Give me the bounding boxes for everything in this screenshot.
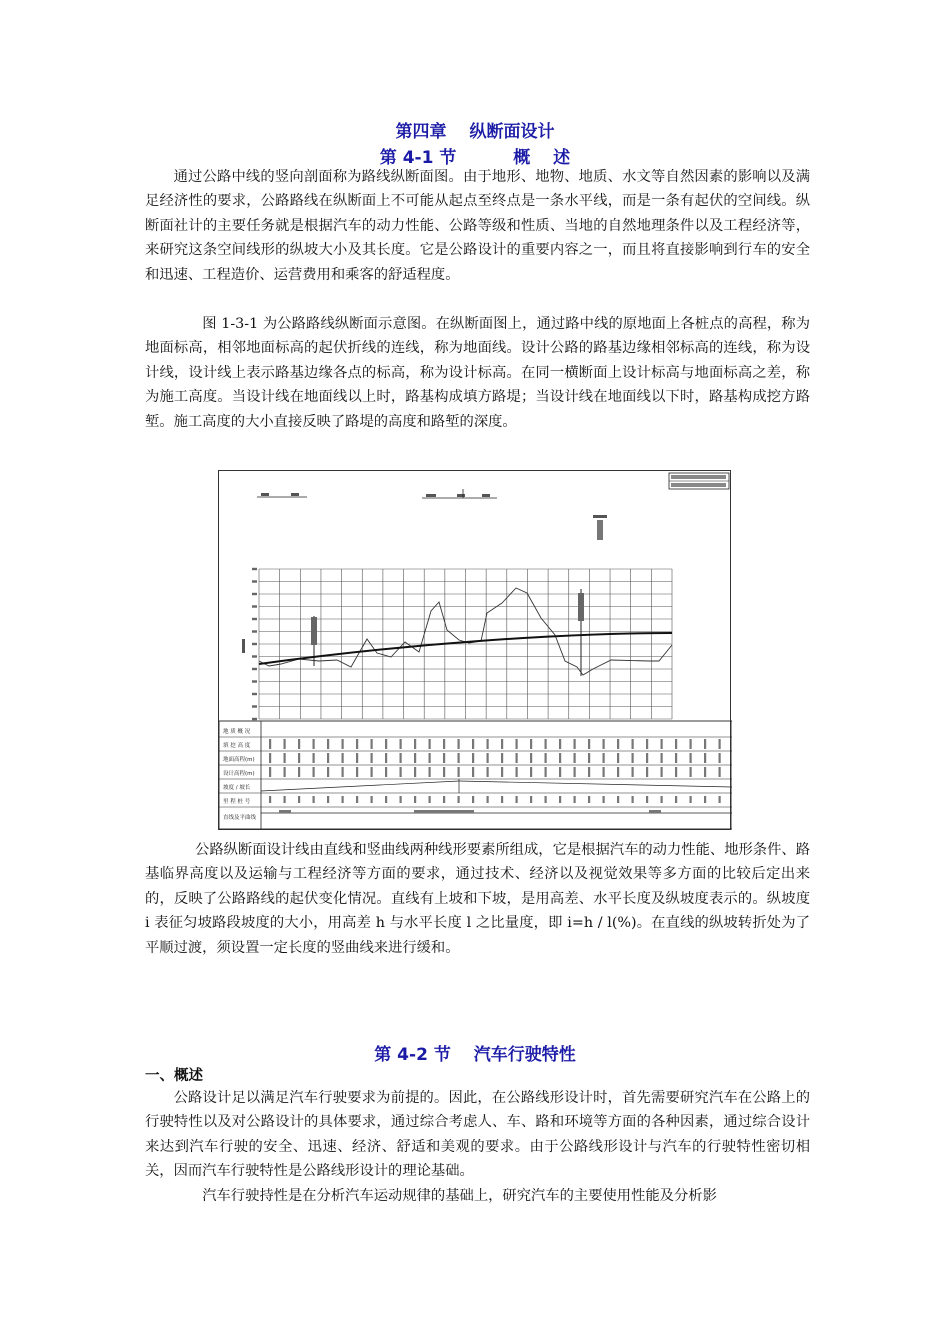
- table-value-mark: [690, 767, 692, 777]
- title-block-text-mark: [671, 483, 726, 487]
- table-value-mark: [458, 753, 460, 763]
- station-mark: [501, 796, 503, 803]
- table-value-mark: [327, 739, 329, 749]
- table-row-label: 设计高程(m): [223, 771, 255, 777]
- axis-tick-mark: [252, 568, 257, 570]
- table-value-mark: [559, 767, 561, 777]
- table-value-mark: [429, 753, 431, 763]
- station-mark: [545, 796, 547, 803]
- table-value-mark: [458, 739, 460, 749]
- table-value-mark: [530, 739, 532, 749]
- table-value-mark: [530, 767, 532, 777]
- table-value-mark: [646, 739, 648, 749]
- table-value-mark: [298, 739, 300, 749]
- table-value-mark: [574, 739, 576, 749]
- table-value-mark: [501, 753, 503, 763]
- table-value-mark: [356, 753, 358, 763]
- station-mark: [269, 796, 271, 803]
- paragraph-intro: 通过公路中线的竖向剖面称为路线纵断面图。由于地形、地物、地质、水文等自然因素的影响以及满足经济性的要求，公路路线在纵断面上不可能从起点至终点是一条水平线，而是一条有起伏的空间线。纵断面社计的主要任务就是根据汽车的动力性能、公路等级和性质、当地的自然地理条件以及工程经济等，来研究这条空间线形的纵坡大小及其长度。它是公路设计的重要内容之一，而且将直接影响到行车的安全和迅速、工程造价、运营费用和乘客的舒适程度。: [145, 169, 810, 283]
- station-mark: [443, 796, 445, 803]
- station-mark: [530, 796, 532, 803]
- table-value-mark: [385, 739, 387, 749]
- table-value-mark: [313, 767, 315, 777]
- table-value-mark: [342, 753, 344, 763]
- table-value-mark: [371, 753, 373, 763]
- table-value-mark: [617, 739, 619, 749]
- profile-drawing: [219, 471, 732, 831]
- table-value-mark: [385, 753, 387, 763]
- axis-tick-mark: [252, 580, 257, 582]
- station-mark: [661, 796, 663, 803]
- longitudinal-profile-figure: [218, 470, 731, 830]
- table-value-mark: [646, 767, 648, 777]
- axis-tick-mark: [252, 693, 257, 695]
- table-value-mark: [400, 739, 402, 749]
- table-value-mark: [443, 753, 445, 763]
- table-value-mark: [545, 753, 547, 763]
- table-row-label: 填 挖 高 度: [223, 743, 251, 749]
- table-value-mark: [588, 767, 590, 777]
- table-value-mark: [429, 767, 431, 777]
- paragraph-figure-description: 图 1-3-1 为公路路线纵断面示意图。在纵断面图上，通过路中线的原地面上各桩点的高程，称为地面标高，相邻地面标高的起伏折线的连线，称为地面线。设计公路的路基边缘相邻标高的连线，称为设计线，设计线上表示路基边缘各点的标高，称为设计标高。在同一横断面上设计标高与地面标高之差，称为施工高度。当设计线在地面线以上时，路基构成填方路堤；当设计线在地面线以下时，路基构成挖方路堑。施工高度的大小直接反映了路堤的高度和路堑的深度。: [145, 316, 810, 430]
- table-value-mark: [588, 753, 590, 763]
- table-value-mark: [284, 767, 286, 777]
- table-row-label: 地面高程(m): [223, 757, 255, 763]
- chapter-title: 第四章 纵断面设计: [395, 122, 555, 142]
- station-mark: [559, 796, 561, 803]
- station-mark: [646, 796, 648, 803]
- axis-tick-mark: [252, 630, 257, 632]
- table-value-mark: [516, 767, 518, 777]
- table-value-mark: [487, 767, 489, 777]
- station-mark: [284, 796, 286, 803]
- axis-tick-mark: [252, 680, 257, 682]
- table-value-mark: [356, 739, 358, 749]
- axis-tick-mark: [252, 655, 257, 657]
- table-value-mark: [632, 767, 634, 777]
- table-value-mark: [559, 753, 561, 763]
- table-value-mark: [472, 753, 474, 763]
- table-value-mark: [675, 767, 677, 777]
- table-value-mark: [313, 753, 315, 763]
- table-value-mark: [690, 753, 692, 763]
- axis-tick-mark: [252, 593, 257, 595]
- paragraph-design-line: 公路纵断面设计线由直线和竖曲线两种线形要素所组成，它是根据汽车的动力性能、地形条件、路基临界高度以及运输与工程经济等方面的要求，通过技术、经济以及视觉效果等多方面的比较后定出来的，反映了公路路线的起伏变化情况。直线有上坡和下坡，是用高差、水平长度及纵坡度表示的。纵坡度 i 表征匀坡路段坡度的大小，用高差 h 与水平长度 l 之比量度，即 i=h / l(%)。在直线的纵坡转折处为了平顺过渡，须设置一定长度的竖曲线来进行缓和。: [145, 842, 810, 956]
- sub-heading-overview: 一、概述: [145, 1068, 203, 1084]
- table-value-mark: [675, 753, 677, 763]
- station-mark: [617, 796, 619, 803]
- table-value-mark: [284, 739, 286, 749]
- table-value-mark: [472, 767, 474, 777]
- table-value-mark: [385, 767, 387, 777]
- station-mark: [487, 796, 489, 803]
- table-value-mark: [443, 739, 445, 749]
- structure-markers: [311, 589, 584, 676]
- table-value-mark: [516, 753, 518, 763]
- table-value-mark: [661, 753, 663, 763]
- station-mark: [632, 796, 634, 803]
- station-mark: [298, 796, 300, 803]
- table-value-mark: [472, 739, 474, 749]
- table-value-mark: [530, 753, 532, 763]
- table-value-mark: [269, 767, 271, 777]
- table-value-mark: [414, 767, 416, 777]
- station-mark: [371, 796, 373, 803]
- elevation-axis-label: [242, 639, 245, 653]
- table-value-mark: [356, 767, 358, 777]
- table-value-mark: [719, 739, 721, 749]
- title-block-text-mark: [671, 475, 726, 479]
- table-value-mark: [646, 753, 648, 763]
- table-value-mark: [661, 767, 663, 777]
- table-row-label: 地 质 概 况: [223, 729, 251, 735]
- table-row-label: 坡度 / 坡长: [223, 785, 251, 791]
- table-value-mark: [400, 767, 402, 777]
- station-mark: [458, 796, 460, 803]
- table-value-mark: [269, 753, 271, 763]
- station-mark: [603, 796, 605, 803]
- table-value-mark: [574, 767, 576, 777]
- table-value-mark: [371, 739, 373, 749]
- station-mark: [719, 796, 721, 803]
- table-value-mark: [516, 739, 518, 749]
- table-value-mark: [298, 753, 300, 763]
- table-value-mark: [690, 739, 692, 749]
- table-value-mark: [661, 739, 663, 749]
- table-value-mark: [545, 767, 547, 777]
- table-value-mark: [501, 767, 503, 777]
- table-value-mark: [704, 753, 706, 763]
- axis-tick-mark: [252, 618, 257, 620]
- table-value-mark: [443, 767, 445, 777]
- station-mark: [675, 796, 677, 803]
- station-mark: [356, 796, 358, 803]
- table-value-mark: [632, 739, 634, 749]
- station-mark: [327, 796, 329, 803]
- table-value-mark: [588, 739, 590, 749]
- station-mark: [472, 796, 474, 803]
- table-value-mark: [574, 753, 576, 763]
- table-value-mark: [414, 753, 416, 763]
- table-value-mark: [429, 739, 431, 749]
- station-mark: [313, 796, 315, 803]
- station-mark: [400, 796, 402, 803]
- paragraph-vehicle-characteristics: 汽车行驶持性是在分析汽车运动规律的基础上，研究汽车的主要使用性能及分析影: [202, 1188, 717, 1204]
- station-mark: [704, 796, 706, 803]
- table-value-mark: [284, 753, 286, 763]
- table-value-mark: [617, 767, 619, 777]
- table-value-mark: [371, 767, 373, 777]
- table-value-mark: [719, 767, 721, 777]
- table-value-mark: [704, 739, 706, 749]
- station-mark: [574, 796, 576, 803]
- table-value-mark: [313, 739, 315, 749]
- section-title-4-2: 第 4-2 节 汽车行驶特性: [374, 1045, 576, 1065]
- table-value-mark: [487, 753, 489, 763]
- table-value-mark: [342, 767, 344, 777]
- axis-tick-mark: [252, 643, 257, 645]
- table-value-mark: [704, 767, 706, 777]
- station-mark: [516, 796, 518, 803]
- table-value-mark: [487, 739, 489, 749]
- station-mark: [588, 796, 590, 803]
- axis-tick-mark: [252, 705, 257, 707]
- table-value-mark: [559, 739, 561, 749]
- section-title-4-1: 第 4-1 节 概 述: [379, 148, 571, 168]
- table-value-mark: [269, 739, 271, 749]
- vertical-curve-annotations: [257, 489, 607, 540]
- station-mark: [414, 796, 416, 803]
- station-mark: [690, 796, 692, 803]
- table-value-mark: [603, 753, 605, 763]
- station-mark: [385, 796, 387, 803]
- table-value-mark: [458, 767, 460, 777]
- table-value-mark: [327, 753, 329, 763]
- table-value-mark: [501, 739, 503, 749]
- axis-tick-mark: [252, 718, 257, 720]
- table-value-mark: [545, 739, 547, 749]
- table-row-label: 直线及平曲线: [223, 815, 257, 821]
- axis-tick-mark: [252, 668, 257, 670]
- table-value-mark: [400, 753, 402, 763]
- table-value-mark: [617, 753, 619, 763]
- table-row-label: 里 程 桩 号: [223, 799, 251, 805]
- table-value-mark: [719, 753, 721, 763]
- table-value-mark: [632, 753, 634, 763]
- table-value-mark: [675, 739, 677, 749]
- paragraph-vehicle-overview: 公路设计足以满足汽车行驶要求为前提的。因此，在公路线形设计时，首先需要研究汽车在公路上的行驶特性以及对公路设计的具体要求，通过综合考虑人、车、路和环境等方面的各种因素，通过综合设计来达到汽车行驶的安全、迅速、经济、舒适和美观的要求。由于公路线形设计与汽车的行驶特性密切相关，因而汽车行驶特性是公路线形设计的理论基础。: [145, 1090, 810, 1180]
- table-value-mark: [414, 739, 416, 749]
- axis-tick-mark: [252, 605, 257, 607]
- station-mark: [342, 796, 344, 803]
- station-mark: [429, 796, 431, 803]
- table-value-mark: [603, 739, 605, 749]
- table-value-mark: [342, 739, 344, 749]
- table-value-mark: [327, 767, 329, 777]
- table-value-mark: [298, 767, 300, 777]
- profile-data-table: [219, 721, 732, 829]
- table-value-mark: [603, 767, 605, 777]
